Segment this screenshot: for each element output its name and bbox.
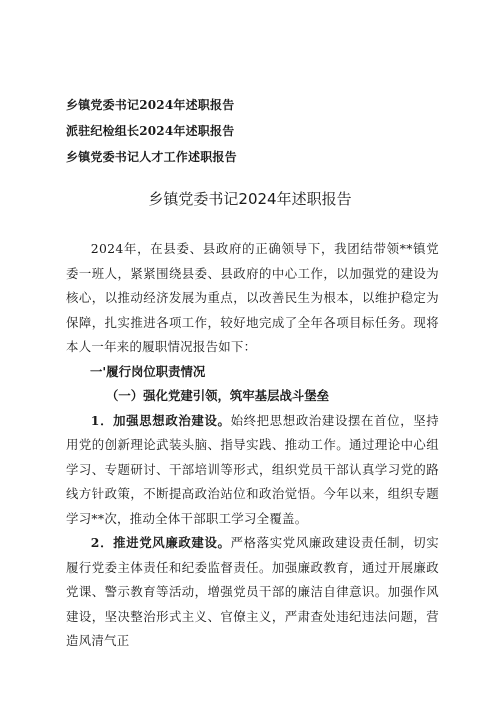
item-lead: 2．推进党风廉政建设。 [90,535,231,550]
document-title: 乡镇党委书记2024年述职报告 [148,190,352,208]
toc-item: 乡镇党委书记人才工作述职报告 [66,150,237,164]
item-text: 始终把思想政治建设摆在首位，坚持用党的创新理论武装头脑、指导实践、推动工作。通过理论中心组学习、专题研讨、干部培训等形式，组织党员干部认真学习党的路线方针政策，不断提高政治站位和政治觉悟。今年以来，组织专题学习**次，推动全体干部职工学习全覆盖。 [66,412,440,526]
intro-paragraph: 2024年，在县委、县政府的正确领导下，我团结带领**镇党委一班人，紧紧围绕县委、县政府的中心工作，以加强党的建设为核心，以推动经济发展为重点，以改善民生为根本，以维护稳定为保障，扎实推进各项工作，较好地完成了全年各项目标任务。现将本人一年来的履职情况报告如下： [66,241,439,354]
subsection-heading: （一）强化党建引领，筑牢基层战斗堡垒 [106,388,330,403]
toc-item: 乡镇党委书记2024年述职报告 [66,98,235,112]
item-lead: 1．加强思想政治建设。 [90,412,231,428]
item-paragraph [66,531,439,654]
section-heading: 一'履行岗位职责情况 [90,363,206,379]
table-of-contents [66,92,237,170]
document-body [66,237,439,654]
item-paragraph [66,409,439,532]
toc-item: 派驻纪检组长2024年述职报告 [66,124,235,138]
item-text: 严格落实党风廉政建设责任制，切实履行党委主体责任和纪委监督责任。加强廉政教育，通过开展廉政党课、警示教育等活动，增强党员干部的廉洁自律意识。加强作风建设，坚决整治形式主义、官僚主义，严肃查处违纪违法问题，营造风清气正 [66,535,440,648]
